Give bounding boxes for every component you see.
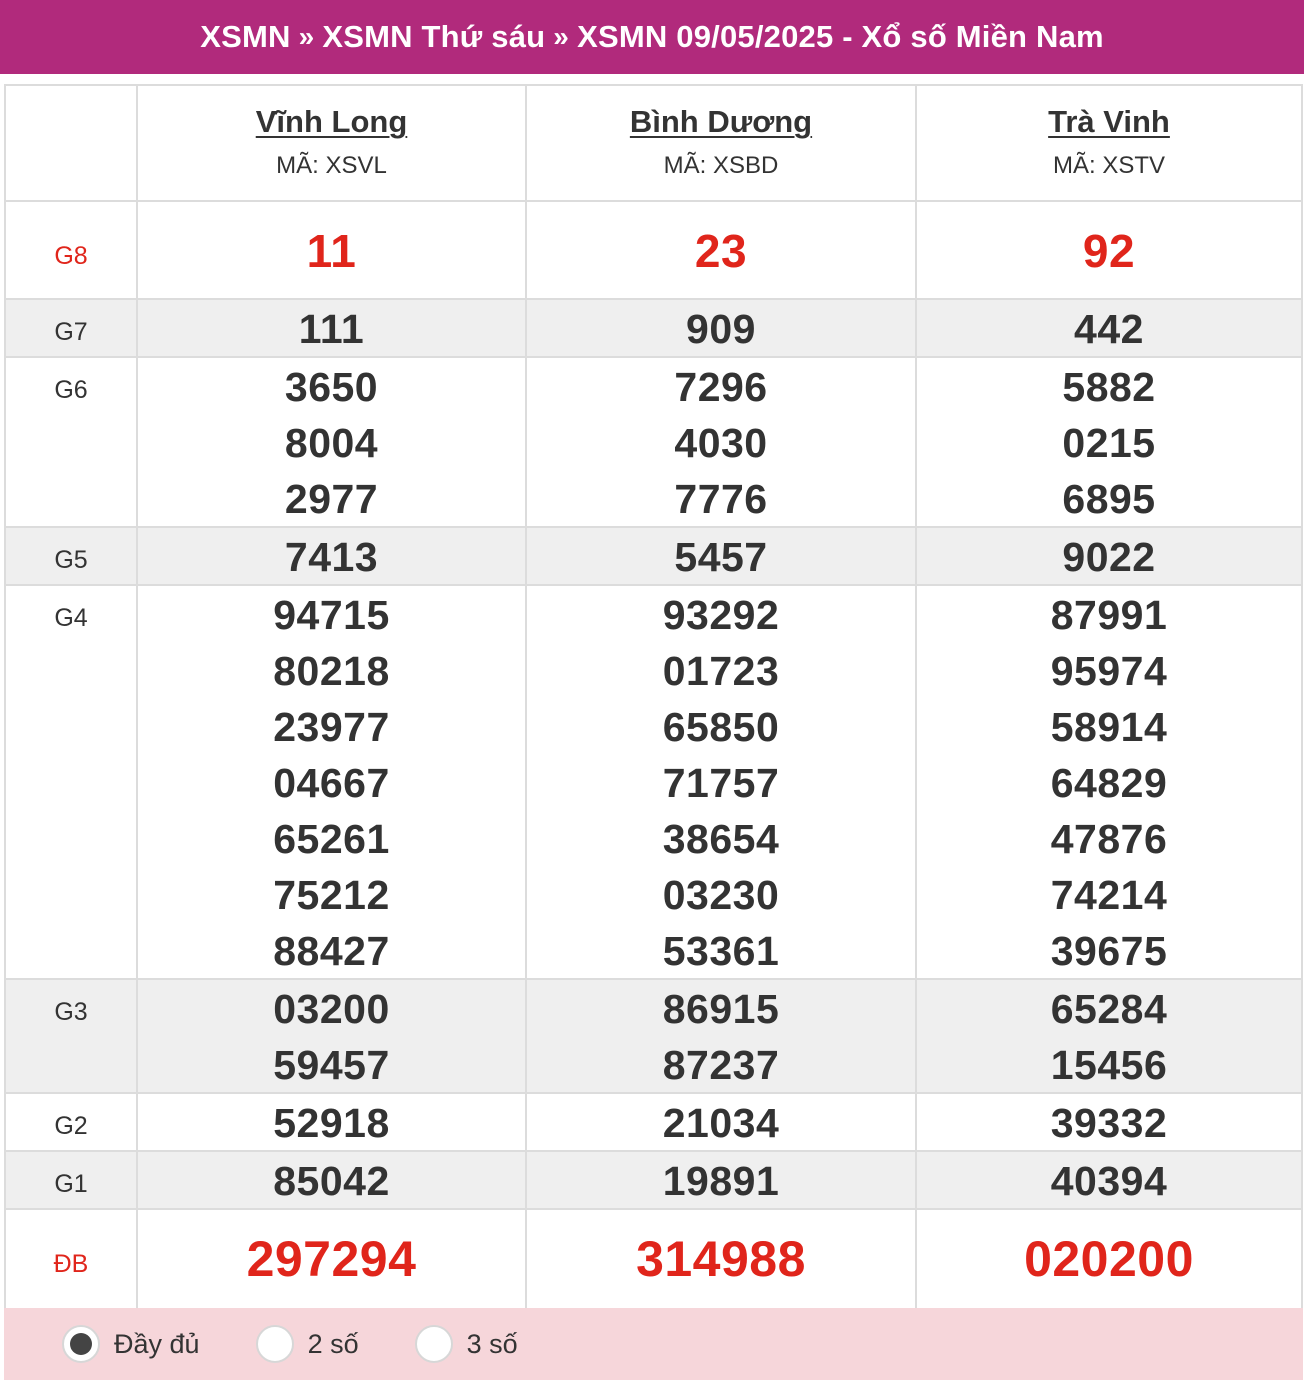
prize-number: 909 <box>686 306 756 352</box>
prize-number: 04667 <box>273 760 390 806</box>
prize-number: 03230 <box>662 872 780 918</box>
prize-row-special <box>6 1210 1301 1308</box>
province-col-3 <box>915 86 1301 200</box>
prize-number: 5882 <box>1062 364 1156 410</box>
prize-number: 40394 <box>1050 1158 1168 1204</box>
prize-row-g4 <box>6 586 1301 980</box>
prize-number: 86915 <box>662 986 780 1032</box>
prize-label: G4 <box>54 604 88 632</box>
results-table <box>4 84 1303 1380</box>
prize-number: 75212 <box>273 872 390 918</box>
prize-row-g5 <box>6 528 1301 586</box>
prize-number: 11 <box>306 225 357 277</box>
radio-selected-dot <box>70 1333 92 1355</box>
prize-number: 21034 <box>662 1100 780 1146</box>
prize-number: 19891 <box>662 1158 780 1204</box>
option-label: 2 số <box>307 1328 359 1359</box>
page-title: XSMN 09/05/2025 - Xổ số Miền Nam <box>577 19 1104 54</box>
province-code: MÃ: XSBD <box>663 152 779 179</box>
option-2-digits[interactable] <box>256 1325 359 1363</box>
prize-number: 01723 <box>662 648 780 694</box>
option-3-digits[interactable] <box>415 1325 518 1363</box>
prize-row-g6 <box>6 358 1301 528</box>
prize-number: 7296 <box>674 364 768 410</box>
prize-number: 0215 <box>1062 420 1156 466</box>
prize-row-g3 <box>6 980 1301 1094</box>
prize-number: 23977 <box>273 704 390 750</box>
option-label: Đầy đủ <box>114 1328 200 1359</box>
prize-label: G1 <box>54 1170 88 1198</box>
prize-number: 8004 <box>284 420 379 466</box>
prize-number: 87991 <box>1050 592 1168 638</box>
option-label: 3 số <box>466 1328 518 1359</box>
breadcrumb-xsmn[interactable]: XSMN <box>200 19 291 54</box>
breadcrumb-separator: » <box>298 21 315 52</box>
radio-button[interactable] <box>415 1325 453 1363</box>
prize-number: 65284 <box>1050 986 1168 1032</box>
prize-number: 52918 <box>273 1100 390 1146</box>
prize-label: G6 <box>54 376 88 404</box>
prize-number: 3650 <box>284 364 379 410</box>
prize-number: 39332 <box>1050 1100 1168 1146</box>
prize-number: 38654 <box>662 816 780 862</box>
prize-label: G2 <box>54 1112 88 1140</box>
prize-number: 88427 <box>273 928 390 974</box>
prize-row-g2 <box>6 1094 1301 1152</box>
prize-label: G7 <box>54 318 88 346</box>
prize-number-special: 297294 <box>246 1231 417 1287</box>
radio-button[interactable] <box>256 1325 294 1363</box>
province-header-row <box>6 86 1301 202</box>
prize-number: 65261 <box>273 816 390 862</box>
prize-number: 6895 <box>1062 476 1156 522</box>
province-link-tra-vinh[interactable]: Trà Vinh <box>1048 104 1170 139</box>
prize-label: G3 <box>54 998 88 1026</box>
breadcrumb-xsmn-friday[interactable]: XSMN Thứ sáu <box>322 19 546 54</box>
prize-number-special: 314988 <box>636 1231 806 1287</box>
prize-number: 94715 <box>273 592 390 638</box>
prize-number: 111 <box>298 306 365 352</box>
empty-corner-cell <box>6 86 136 200</box>
option-full[interactable] <box>62 1325 200 1363</box>
prize-row-g1 <box>6 1152 1301 1210</box>
prize-number: 71757 <box>662 760 780 806</box>
prize-number: 5457 <box>674 534 768 580</box>
prize-row-g7 <box>6 300 1301 358</box>
prize-number: 9022 <box>1062 534 1156 580</box>
province-link-vinh-long[interactable]: Vĩnh Long <box>255 104 408 139</box>
prize-number: 47876 <box>1050 816 1168 862</box>
prize-number-special: 020200 <box>1024 1231 1194 1287</box>
province-col-1 <box>136 86 525 200</box>
prize-number: 7413 <box>284 534 379 580</box>
province-link-binh-duong[interactable]: Bình Dương <box>629 104 813 139</box>
display-options-bar <box>4 1308 1303 1380</box>
prize-number: 80218 <box>273 648 390 694</box>
prize-number: 95974 <box>1050 648 1168 694</box>
prize-number: 59457 <box>273 1042 390 1088</box>
prize-number: 442 <box>1074 306 1144 352</box>
prize-number: 4030 <box>674 420 768 466</box>
prize-number: 65850 <box>662 704 780 750</box>
prize-number: 64829 <box>1050 760 1168 806</box>
province-code: MÃ: XSTV <box>1052 152 1166 179</box>
prize-label: G8 <box>54 242 88 270</box>
province-code: MÃ: XSVL <box>276 152 387 179</box>
prize-label: ĐB <box>53 1250 89 1278</box>
prize-number: 03200 <box>273 986 390 1032</box>
prize-number: 53361 <box>662 928 780 974</box>
breadcrumb-separator: » <box>553 21 570 52</box>
prize-number: 2977 <box>284 476 379 522</box>
prize-number: 23 <box>694 225 748 277</box>
province-col-2 <box>525 86 915 200</box>
prize-number: 39675 <box>1050 928 1168 974</box>
prize-number: 85042 <box>273 1158 390 1204</box>
prize-number: 93292 <box>662 592 780 638</box>
prize-row-g8 <box>6 202 1301 300</box>
prize-number: 7776 <box>674 476 768 522</box>
prize-number: 92 <box>1082 225 1136 277</box>
radio-button[interactable] <box>62 1325 100 1363</box>
prize-label: G5 <box>54 546 88 574</box>
prize-number: 87237 <box>662 1042 780 1088</box>
prize-number: 58914 <box>1050 704 1168 750</box>
prize-number: 74214 <box>1050 872 1168 918</box>
prize-number: 15456 <box>1050 1042 1168 1088</box>
page-header <box>0 0 1304 74</box>
